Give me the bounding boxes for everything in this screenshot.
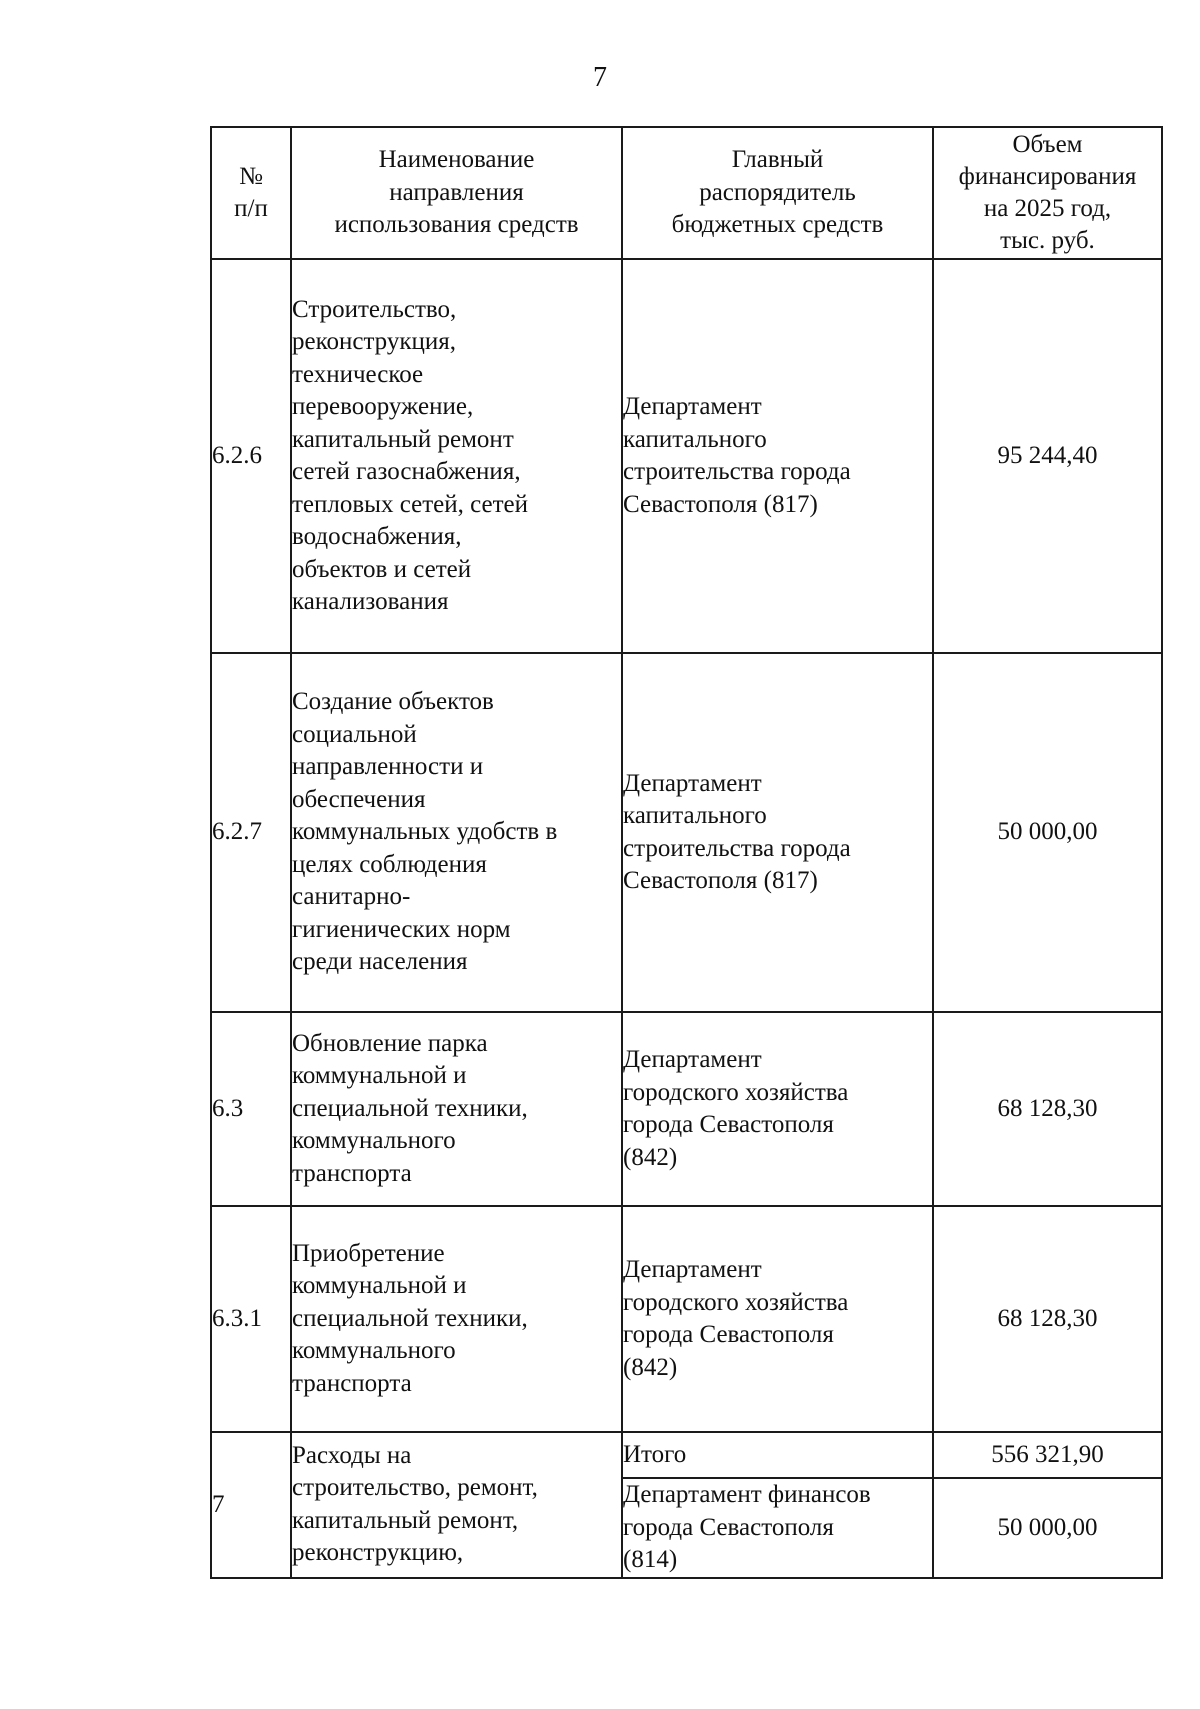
row-direction-name: Строительство, реконструкция, техническое перевооружение, капитальный ремонт сетей газоснабжения, тепловых сетей, сетей водоснабжения, объектов и сетей канализования — [291, 259, 622, 653]
row-number: 7 — [211, 1432, 291, 1578]
row-budget-manager: Департамент капитального строительства города Севастополя (817) — [622, 259, 933, 653]
budget-allocation-table — [210, 126, 1163, 1579]
row-direction-name: Обновление парка коммунальной и специальной техники, коммунального транспорта — [291, 1012, 622, 1206]
header-budget-manager: Главный распорядитель бюджетных средств — [622, 127, 933, 259]
row-financing-volume: 95 244,40 — [933, 259, 1162, 653]
row-direction-name: Расходы на строительство, ремонт, капитальный ремонт, реконструкцию, — [291, 1432, 622, 1578]
header-number: № п/п — [211, 127, 291, 259]
table-row — [211, 259, 1162, 653]
table-row — [211, 1206, 1162, 1432]
row-budget-manager: Департамент городского хозяйства города Севастополя (842) — [622, 1206, 933, 1432]
row-financing-volume: 68 128,30 — [933, 1206, 1162, 1432]
table-row — [211, 653, 1162, 1012]
row-financing-volume: 50 000,00 — [933, 653, 1162, 1012]
header-financing-volume: Объем финансирования на 2025 год, тыс. руб. — [933, 127, 1162, 259]
row-budget-manager-total: Итого — [622, 1432, 933, 1478]
page-number: 7 — [593, 62, 607, 93]
row-number: 6.2.7 — [211, 653, 291, 1012]
row-number: 6.2.6 — [211, 259, 291, 653]
table-row — [211, 1432, 1162, 1478]
row-financing-volume: 68 128,30 — [933, 1012, 1162, 1206]
table-header-row — [211, 127, 1162, 259]
row-number: 6.3.1 — [211, 1206, 291, 1432]
row-direction-name: Приобретение коммунальной и специальной техники, коммунального транспорта — [291, 1206, 622, 1432]
row-budget-manager: Департамент финансов города Севастополя (814) — [622, 1478, 933, 1578]
row-budget-manager: Департамент капитального строительства города Севастополя (817) — [622, 653, 933, 1012]
row-financing-volume-total: 556 321,90 — [933, 1432, 1162, 1478]
row-budget-manager: Департамент городского хозяйства города Севастополя (842) — [622, 1012, 933, 1206]
row-financing-volume: 50 000,00 — [933, 1478, 1162, 1578]
row-number: 6.3 — [211, 1012, 291, 1206]
header-direction-name: Наименование направления использования средств — [291, 127, 622, 259]
table-row — [211, 1012, 1162, 1206]
row-direction-name: Создание объектов социальной направленности и обеспечения коммунальных удобств в целях соблюдения санитарно- гигиенических норм среди населения — [291, 653, 622, 1012]
